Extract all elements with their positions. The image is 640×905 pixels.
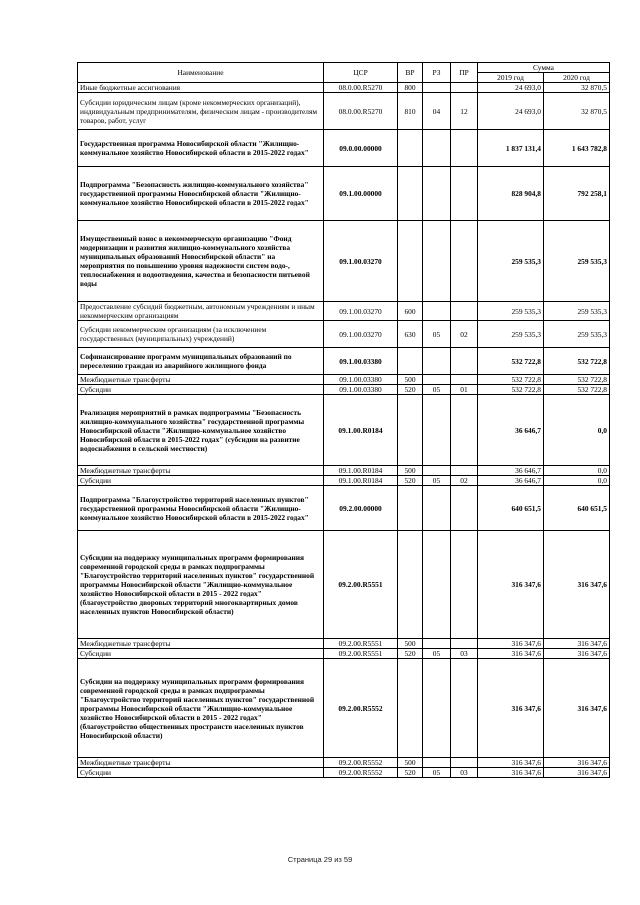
cell-pr [451,167,478,221]
header-pr: ПР [451,63,478,83]
cell-y2019: 259 535,3 [478,302,544,321]
cell-vr [398,531,423,639]
cell-csr: 09.1.00.03270 [324,321,398,348]
cell-pr [451,486,478,531]
cell-name: Субсидии [78,476,324,486]
cell-csr: 09.2.00.R5552 [324,659,398,758]
cell-name: Субсидии [78,385,324,395]
cell-vr: 520 [398,385,423,395]
cell-y2019: 532 722,8 [478,348,544,375]
cell-y2020: 316 347,6 [544,758,610,768]
cell-name: Иные бюджетные ассигнования [78,83,324,93]
cell-pr: 01 [451,385,478,395]
cell-rz [423,758,451,768]
cell-csr: 09.1.00.R0184 [324,466,398,476]
table-row [78,466,610,476]
cell-y2020: 316 347,6 [544,768,610,778]
cell-y2019: 316 347,6 [478,758,544,768]
cell-y2020: 259 535,3 [544,321,610,348]
cell-rz [423,466,451,476]
cell-vr: 500 [398,758,423,768]
cell-csr: 09.1.00.03380 [324,348,398,375]
table-row [78,758,610,768]
cell-y2020: 32 870,5 [544,93,610,130]
cell-pr: 02 [451,476,478,486]
cell-name: Подпрограмма "Безопасность жилищно-коммунального хозяйства" государственной программы Новосибирской области "Жилищно-коммунальное хозяйство Новосибирской области в 2015-2022 годах" [78,167,324,221]
cell-csr: 09.2.00.R5551 [324,649,398,659]
table-row [78,83,610,93]
cell-y2019: 532 722,8 [478,385,544,395]
cell-vr [398,221,423,302]
cell-vr: 810 [398,93,423,130]
cell-rz [423,130,451,167]
cell-y2020: 532 722,8 [544,375,610,385]
table-row [78,531,610,639]
cell-rz [423,167,451,221]
cell-rz: 05 [423,768,451,778]
cell-vr: 630 [398,321,423,348]
cell-csr: 09.2.00.00000 [324,486,398,531]
header-2019: 2019 год [478,73,544,83]
cell-vr: 600 [398,302,423,321]
cell-y2019: 36 646,7 [478,476,544,486]
cell-rz [423,375,451,385]
cell-name: Имущественный взнос в некоммерческую организацию "Фонд модернизации и развития жилищно-коммунального хозяйства муниципальных образований Новосибирской области" на мероприятия по повышению уровня надежности систем водо-, теплоснабжения и водоотведения, качества и безопасности питьевой воды [78,221,324,302]
cell-name: Субсидии на поддержку муниципальных программ формирования современной городской среды в рамках подпрограммы "Благоустройство территорий населенных пунктов" государственной программы Новосибирской области "Жилищно-коммунальное хозяйство Новосибирской области в 2015 - 2022 годах" (благоустройство общественных пространств населенных пунктов Новосибирской области) [78,659,324,758]
cell-vr [398,130,423,167]
cell-y2020: 316 347,6 [544,531,610,639]
cell-pr [451,395,478,466]
cell-y2020: 316 347,6 [544,649,610,659]
table-row [78,649,610,659]
cell-y2020: 259 535,3 [544,302,610,321]
cell-rz: 04 [423,93,451,130]
cell-csr: 09.1.00.03380 [324,375,398,385]
cell-rz [423,348,451,375]
cell-y2019: 316 347,6 [478,531,544,639]
cell-pr [451,302,478,321]
cell-y2020: 532 722,8 [544,348,610,375]
cell-vr [398,395,423,466]
cell-vr: 520 [398,476,423,486]
cell-csr: 09.1.00.03270 [324,221,398,302]
header-2020: 2020 год [544,73,610,83]
cell-pr: 02 [451,321,478,348]
cell-vr: 800 [398,83,423,93]
cell-y2019: 259 535,3 [478,321,544,348]
header-vr: ВР [398,63,423,83]
cell-rz: 05 [423,385,451,395]
cell-name: Субсидии юридическим лицам (кроме некоммерческих организаций), индивидуальным предпринимателям, физическим лицам - производителям товаров, работ, услуг [78,93,324,130]
header-rz: РЗ [423,63,451,83]
table-row [78,302,610,321]
table-row [78,321,610,348]
cell-vr [398,167,423,221]
table-row [78,130,610,167]
cell-y2020: 532 722,8 [544,385,610,395]
cell-csr: 09.1.00.R0184 [324,476,398,486]
cell-name: Предоставление субсидий бюджетным, автономным учреждениям и иным некоммерческим организациям [78,302,324,321]
table-row [78,221,610,302]
cell-vr [398,486,423,531]
cell-y2019: 316 347,6 [478,768,544,778]
cell-csr: 08.0.00.R5270 [324,83,398,93]
cell-pr [451,531,478,639]
cell-vr: 500 [398,639,423,649]
cell-rz [423,302,451,321]
table-row [78,768,610,778]
cell-name: Субсидии [78,768,324,778]
cell-y2019: 640 651,5 [478,486,544,531]
header-name: Наименование [78,63,324,83]
cell-pr [451,758,478,768]
cell-rz [423,83,451,93]
cell-vr: 520 [398,649,423,659]
cell-y2020: 0,0 [544,466,610,476]
cell-rz: 05 [423,476,451,486]
table-row [78,167,610,221]
cell-vr: 500 [398,375,423,385]
cell-rz [423,659,451,758]
cell-vr [398,659,423,758]
cell-name: Реализация мероприятий в рамках подпрограммы "Безопасность жилищно-коммунального хозяйства" государственной программы Новосибирской области "Жилищно-коммунальное хозяйство Новосибирской области в 2015-2022 годах" (субсидии на развитие водоснабжения в сельской местности) [78,395,324,466]
cell-name: Субсидии некоммерческим организациям (за исключением государственных (муниципальных) учреждений) [78,321,324,348]
cell-csr: 09.1.00.03270 [324,302,398,321]
cell-pr: 12 [451,93,478,130]
cell-y2019: 36 646,7 [478,395,544,466]
cell-csr: 09.2.00.R5552 [324,758,398,768]
header-csr: ЦСР [324,63,398,83]
cell-rz [423,639,451,649]
cell-y2020: 316 347,6 [544,659,610,758]
cell-pr [451,375,478,385]
cell-y2019: 259 535,3 [478,221,544,302]
cell-csr: 09.2.00.R5551 [324,531,398,639]
cell-rz [423,486,451,531]
cell-y2019: 316 347,6 [478,659,544,758]
cell-name: Межбюджетные трансферты [78,758,324,768]
cell-pr [451,348,478,375]
cell-y2020: 0,0 [544,476,610,486]
cell-y2019: 24 693,0 [478,93,544,130]
cell-y2019: 1 837 131,4 [478,130,544,167]
table-row [78,486,610,531]
cell-y2020: 259 535,3 [544,221,610,302]
cell-y2019: 24 693,0 [478,83,544,93]
cell-name: Субсидии на поддержку муниципальных программ формирования современной городской среды в рамках подпрограммы "Благоустройство территорий населенных пунктов" государственной программы Новосибирской области "Жилищно-коммунальное хозяйство Новосибирской области в 2015 - 2022 годах" (благоустройство дворовых территорий многоквартирных домов населенных пунктов Новосибирской области) [78,531,324,639]
cell-csr: 09.0.00.00000 [324,130,398,167]
table-row [78,93,610,130]
cell-rz: 05 [423,649,451,659]
cell-y2019: 828 904,8 [478,167,544,221]
cell-pr [451,221,478,302]
cell-rz: 05 [423,321,451,348]
table-row [78,348,610,375]
cell-csr: 09.1.00.03380 [324,385,398,395]
cell-name: Софинансирование программ муниципальных образований по переселению граждан из аварийного жилищного фонда [78,348,324,375]
cell-name: Межбюджетные трансферты [78,639,324,649]
cell-y2020: 640 651,5 [544,486,610,531]
cell-y2020: 316 347,6 [544,639,610,649]
cell-y2020: 32 870,5 [544,83,610,93]
cell-name: Подпрограмма "Благоустройство территорий населенных пунктов" государственной программы Новосибирской области "Жилищно-коммунальное хозяйство Новосибирской области в 2015-2022 годах" [78,486,324,531]
cell-y2020: 0,0 [544,395,610,466]
table-row [78,639,610,649]
cell-vr: 500 [398,466,423,476]
cell-csr: 09.1.00.00000 [324,167,398,221]
table-row [78,385,610,395]
table-row [78,395,610,466]
header-sum: Сумма [478,63,610,73]
cell-pr [451,83,478,93]
budget-table [77,62,610,778]
cell-csr: 09.2.00.R5552 [324,768,398,778]
cell-y2019: 316 347,6 [478,649,544,659]
table-row [78,659,610,758]
cell-y2020: 1 643 782,8 [544,130,610,167]
table-row [78,375,610,385]
cell-csr: 08.0.00.R5270 [324,93,398,130]
cell-vr: 520 [398,768,423,778]
table-row [78,476,610,486]
cell-name: Межбюджетные трансферты [78,466,324,476]
cell-csr: 09.2.00.R5551 [324,639,398,649]
cell-vr [398,348,423,375]
cell-pr: 03 [451,768,478,778]
cell-y2019: 532 722,8 [478,375,544,385]
cell-pr [451,639,478,649]
cell-name: Государственная программа Новосибирской области "Жилищно-коммунальное хозяйство Новосибирской области в 2015-2022 годах" [78,130,324,167]
cell-rz [423,395,451,466]
cell-pr: 03 [451,649,478,659]
cell-pr [451,659,478,758]
cell-rz [423,531,451,639]
cell-y2019: 316 347,6 [478,639,544,649]
cell-name: Межбюджетные трансферты [78,375,324,385]
cell-csr: 09.1.00.R0184 [324,395,398,466]
cell-pr [451,130,478,167]
cell-y2020: 792 258,1 [544,167,610,221]
page-footer: Страница 29 из 59 [287,855,353,864]
cell-name: Субсидии [78,649,324,659]
cell-y2019: 36 646,7 [478,466,544,476]
cell-rz [423,221,451,302]
cell-pr [451,466,478,476]
